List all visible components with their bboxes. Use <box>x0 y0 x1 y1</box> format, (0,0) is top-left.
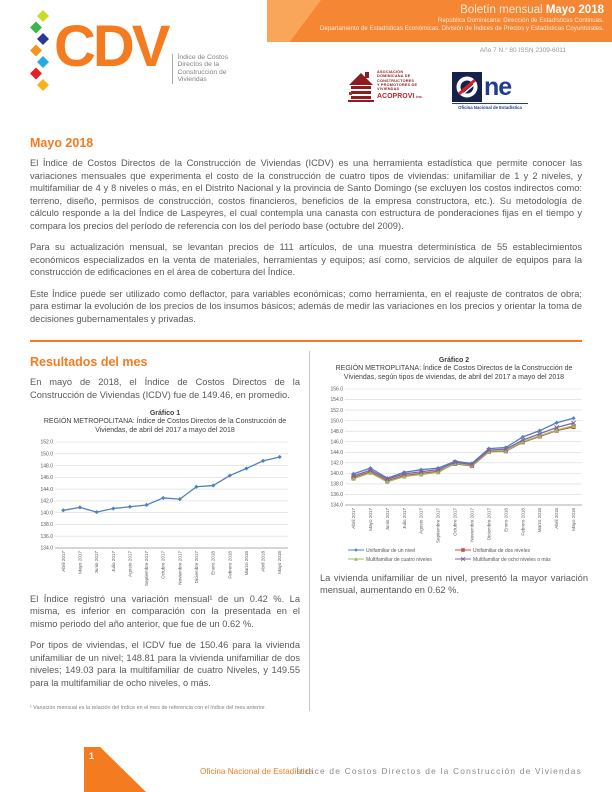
svg-text:142.0: 142.0 <box>330 460 343 467</box>
banner-subtitle-1: República Dominicana: Dirección de Estadísticas Continuas. <box>437 17 604 25</box>
svg-text:140.0: 140.0 <box>330 470 343 477</box>
grafico-1-title: Gráfico 1 <box>149 410 181 417</box>
icdv-diamonds-icon <box>28 8 52 94</box>
intro-paragraph-1: El Índice de Costos Directos de la Construcción de Viviendas (ICDV) es una herramienta estadística que permite conocer las variaciones mensuales que experimenta el costo de la construcción de cuatro tipos de viviendas: unifamiliar de 1 y 2 niveles, y multifamiliar de 4 y 8 niveles o más, en el Distrito Nacional y la provincia de Santo Domingo (se excluyen los costos indirectos como: terreno, diseño, permisos de construcción, costos financieros, beneficios de la empresa constructora, etc.). Su metodología de cálculo responde a la del Índice de Laspeyres, el cual contempla una canasta con estructura de ponderaciones fijas en el tiempo y compara los precios del período de referencia con los del período base (octubre del 2009). <box>30 158 582 231</box>
svg-text:140.0: 140.0 <box>40 509 53 516</box>
icdv-logo <box>28 8 228 94</box>
svg-text:146.0: 146.0 <box>40 474 53 481</box>
svg-text:136.0: 136.0 <box>330 491 343 498</box>
results-right-paragraph: La vivienda unifamiliar de un nivel, presentó la mayor variación mensual, aumentando en 0.62 %. <box>320 572 588 595</box>
page-header <box>0 0 612 132</box>
svg-text:Febrero 2018: Febrero 2018 <box>227 550 233 579</box>
svg-text:Septiembre 2017: Septiembre 2017 <box>435 507 441 543</box>
svg-text:Diciembre 2017: Diciembre 2017 <box>486 507 492 540</box>
svg-text:Mayo 2017: Mayo 2017 <box>367 507 373 531</box>
svg-text:144.0: 144.0 <box>330 449 343 456</box>
svg-text:Julio 2017: Julio 2017 <box>401 507 407 529</box>
svg-text:144.0: 144.0 <box>40 486 53 493</box>
svg-text:Agosto 2017: Agosto 2017 <box>127 550 133 577</box>
one-emblem-icon <box>452 72 482 102</box>
svg-text:Mayo 2018: Mayo 2018 <box>571 507 577 531</box>
grafico-2-block <box>320 357 588 572</box>
svg-text:Junio 2017: Junio 2017 <box>384 507 390 530</box>
analysis-paragraph-1: El Índice registró una variación mensual¹ de un 0.42 %. La misma, es inferior en comparación con la presentada en el mismo periodo del año anterior, que fue de un 0.62 %. <box>30 593 300 629</box>
svg-text:Octubre 2017: Octubre 2017 <box>160 550 166 579</box>
svg-text:Marzo 2018: Marzo 2018 <box>537 507 543 532</box>
svg-text:136.0: 136.0 <box>40 533 53 540</box>
svg-text:Noviembre 2017: Noviembre 2017 <box>469 507 475 542</box>
svg-text:Marzo 2018: Marzo 2018 <box>243 550 249 575</box>
footer-publication-name: Índice de Costos Directos de la Construcción de Viviendas <box>296 766 582 776</box>
grafico-1-subtitle: REGIÓN METROPOLITANA: Índice de Costos Directos de la Construcción de Viviendas, de abril del 2017 a mayo del 2018 <box>43 418 287 434</box>
acoprovi-house-icon <box>348 70 374 103</box>
issn-line: Año 7 N.° 80 ISSN 2309-6011 <box>479 47 566 54</box>
svg-text:Enero 2018: Enero 2018 <box>210 550 216 575</box>
one-caption: Oficina Nacional de Estadística <box>452 103 528 110</box>
svg-text:Julio 2017: Julio 2017 <box>110 550 116 572</box>
svg-text:Multifamiliar de cuatro nivele: Multifamiliar de cuatro niveles <box>366 556 432 563</box>
svg-text:150.0: 150.0 <box>40 450 53 457</box>
svg-text:Abril 2017: Abril 2017 <box>350 507 356 529</box>
footnote: ¹ Variación mensual es la relación del índice en el mes de referencia con el índice del mes anterior. <box>30 705 267 711</box>
svg-text:134.0: 134.0 <box>40 545 53 552</box>
section-divider-rule <box>30 340 582 342</box>
svg-text:Unifamiliar de un nivel: Unifamiliar de un nivel <box>366 547 416 554</box>
one-wordmark: ne <box>484 73 512 101</box>
results-intro-paragraph: En mayo de 2018, el Índice de Costos Directos de la Construcción de Viviendas (ICDV) fue de 149.46, en promedio. <box>30 377 300 400</box>
one-logo <box>452 72 528 110</box>
svg-text:152.0: 152.0 <box>330 407 343 414</box>
grafico-2-subtitle: REGIÓN METROPLITANA: Índice de Costos Directos de la Construcción de Viviendas, según tipos de viviendas, de abril del 2017 a mayo del 2018 <box>335 365 573 381</box>
svg-text:Abril 2018: Abril 2018 <box>260 550 266 572</box>
grafico-2-title: Gráfico 2 <box>438 357 470 364</box>
results-left-column <box>30 351 300 711</box>
svg-text:156.0: 156.0 <box>330 386 343 393</box>
acoprovi-logo: ASOCIACIÓN DOMINICANA DE CONSTRUCTORES Y PROMOTORES DE VIVIENDAS ACOPROVI inc. <box>348 70 423 103</box>
results-right-column <box>309 351 588 711</box>
svg-text:154.0: 154.0 <box>330 396 343 403</box>
svg-text:Septiembre 2017: Septiembre 2017 <box>144 550 150 586</box>
banner-title-month: Mayo 2018 <box>545 4 604 16</box>
svg-text:Multifamiliar de ocho niveles: Multifamiliar de ocho niveles o más <box>473 556 551 563</box>
grafico-1-block <box>30 410 300 593</box>
header-banner <box>267 0 612 42</box>
svg-text:148.0: 148.0 <box>330 428 343 435</box>
analysis-paragraph-2: Por tipos de viviendas, el ICDV fue de 150.46 para la vivienda unifamiliar de un nivel; 148.81 para la vivienda unifamiliar de dos niveles; 149.03 para la multifamiliar de cuatro Niveles, y 149.55 para la multifamiliar de ocho niveles, o más. <box>30 640 300 688</box>
acoprovi-wordmark: ACOPROVI inc. <box>377 92 423 100</box>
svg-text:Mayo 2017: Mayo 2017 <box>77 550 83 574</box>
svg-text:142.0: 142.0 <box>40 498 53 505</box>
grafico-2-chart <box>320 385 588 572</box>
intro-heading: Mayo 2018 <box>30 136 94 150</box>
intro-paragraph-2: Para su actualización mensual, se levantan precios de 111 artículos, de una muestra determinística de 55 establecimientos económicos especializados en la venta de materiales, herramientas y equipos; así como, servicios de alquiler de equipos para la construcción de edificaciones en el área de cobertura del Índice. <box>30 242 582 277</box>
svg-text:Febrero 2018: Febrero 2018 <box>520 507 526 536</box>
page-footer <box>0 746 612 792</box>
svg-text:Diciembre 2017: Diciembre 2017 <box>193 550 199 583</box>
svg-text:Octubre 2017: Octubre 2017 <box>452 507 458 536</box>
banner-title <box>320 3 604 17</box>
svg-text:152.0: 152.0 <box>40 439 53 446</box>
svg-text:Abril 2017: Abril 2017 <box>60 550 66 572</box>
intro-section <box>0 136 612 711</box>
svg-text:Junio 2017: Junio 2017 <box>94 550 100 573</box>
svg-text:Unifamiliar de dos niveles: Unifamiliar de dos niveles <box>473 547 530 554</box>
banner-title-regular: Boletín mensual <box>460 4 543 16</box>
svg-text:Noviembre 2017: Noviembre 2017 <box>177 550 183 585</box>
page-number: 1 <box>89 751 95 761</box>
svg-text:Enero 2018: Enero 2018 <box>503 507 509 532</box>
svg-text:148.0: 148.0 <box>40 462 53 469</box>
icdv-caption: Índice de Costos Directos de la Construcción de Viviendas <box>172 54 228 84</box>
results-section <box>30 351 588 711</box>
svg-text:134.0: 134.0 <box>330 502 343 509</box>
footer-institution: Oficina Nacional de Estadística <box>200 767 314 776</box>
svg-text:Abril 2018: Abril 2018 <box>554 507 560 529</box>
banner-subtitle-2: Departamento de Estadísticas Económicas. División de Índices de Precios y Estadísticas Coyunturales. <box>319 25 604 33</box>
svg-text:Agosto 2017: Agosto 2017 <box>418 507 424 534</box>
results-heading: Resultados del mes <box>30 355 148 369</box>
svg-text:Mayo 2018: Mayo 2018 <box>277 550 283 574</box>
grafico-1-chart <box>30 438 300 593</box>
svg-text:150.0: 150.0 <box>330 417 343 424</box>
icdv-wordmark: CDV <box>54 14 168 79</box>
svg-text:146.0: 146.0 <box>330 438 343 445</box>
svg-text:138.0: 138.0 <box>330 481 343 488</box>
banner-accent-shape <box>267 0 321 42</box>
intro-paragraph-3: Este Índice puede ser utilizado como deflactor, para variables económicas; como herramienta, en el reajuste de contratos de obra; para estimar la evolución de los precios de los insumos básicos; además de medir las variaciones en los precios y orientar la toma de decisiones gubernamentales y privadas. <box>30 288 582 324</box>
svg-text:138.0: 138.0 <box>40 521 53 528</box>
